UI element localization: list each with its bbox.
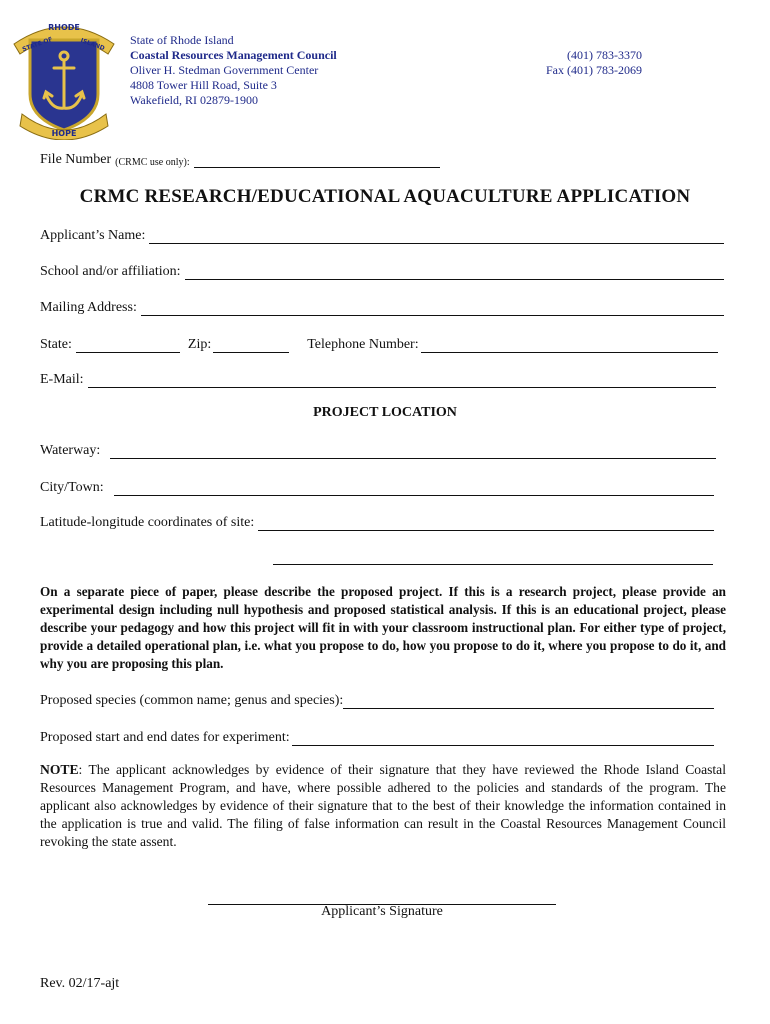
agency-address-block <box>130 33 337 108</box>
note-text: : The applicant acknowledges by evidence of their signature that they have reviewed the Rhode Island Coastal Resources Management Program, and have, where possible adhered to the policies and standards of the program. The applicant also acknowledges by evidence of their signature that to the best of their knowledge the information contained in the application is true and valid. The filing of false information can result in the Coastal Resources Management Council revoking the state assent. <box>40 762 726 849</box>
state-label: State: <box>40 337 72 352</box>
species-row <box>40 689 714 709</box>
school-field[interactable] <box>185 265 725 280</box>
signature-field[interactable] <box>208 890 556 905</box>
mailing-field[interactable] <box>141 301 724 316</box>
city-row <box>40 476 714 496</box>
building-name: Oliver H. Stedman Government Center <box>130 63 319 77</box>
fax-number: Fax (401) 783-2069 <box>546 63 642 77</box>
species-label: Proposed species (common name; genus and species): <box>40 693 344 708</box>
telephone-label: Telephone Number: <box>307 337 419 352</box>
species-field[interactable] <box>343 694 714 709</box>
waterway-row <box>40 439 716 459</box>
state-field[interactable] <box>76 338 180 353</box>
dates-row <box>40 726 714 746</box>
applicant-name-field[interactable] <box>149 229 724 244</box>
state-name: State of Rhode Island <box>130 33 234 47</box>
zip-field[interactable] <box>213 338 289 353</box>
city-zip: Wakefield, RI 02879-1900 <box>130 93 259 107</box>
file-number-label: File Number <box>40 152 112 167</box>
latlong-label: Latitude-longitude coordinates of site: <box>40 515 255 530</box>
contact-block <box>540 48 642 78</box>
applicant-name-label: Applicant’s Name: <box>40 228 146 243</box>
dates-label: Proposed start and end dates for experiment: <box>40 730 290 745</box>
telephone-field[interactable] <box>421 338 718 353</box>
dates-field[interactable] <box>292 731 714 746</box>
latlong-field[interactable] <box>258 516 714 531</box>
state-zip-phone-row <box>40 333 718 353</box>
mailing-row <box>40 296 724 316</box>
email-row <box>40 368 716 388</box>
seal-left-text: STATE OF <box>21 35 54 54</box>
email-label: E-Mail: <box>40 372 84 387</box>
council-name: Coastal Resources Management Council <box>130 48 337 62</box>
page-title: CRMC RESEARCH/EDUCATIONAL AQUACULTURE APPLICATION <box>79 186 691 207</box>
note-paragraph <box>40 761 726 851</box>
latlong-row <box>40 511 714 531</box>
project-location-heading: PROJECT LOCATION <box>313 405 457 420</box>
school-row <box>40 260 724 280</box>
zip-label: Zip: <box>187 337 212 352</box>
street-address: 4808 Tower Hill Road, Suite 3 <box>130 78 277 92</box>
rhode-island-seal <box>8 14 120 140</box>
city-label: City/Town: <box>40 480 104 495</box>
note-label: NOTE <box>40 762 79 777</box>
file-number-note: (CRMC use only): <box>115 157 190 168</box>
file-number-row <box>40 148 440 168</box>
revision-label: Rev. 02/17-ajt <box>40 976 120 991</box>
email-field[interactable] <box>88 373 716 388</box>
seal-bottom-text: HOPE <box>51 129 77 138</box>
seal-top-text: RHODE <box>48 23 80 32</box>
project-instructions: On a separate piece of paper, please describe the proposed project. If this is a research project, please provide an experimental design including null hypothesis and proposed statistical analysis. If this is an educational project, please describe your pedagogy and how this project will fit in with your classroom instructional plan. For either type of project, provide a detailed operational plan, i.e. what you propose to do, how you propose to do it, where you propose to do it, and why you are proposing this plan. <box>40 584 726 671</box>
waterway-field[interactable] <box>110 444 716 459</box>
seal-right-text: ISLAND <box>79 37 106 53</box>
city-field[interactable] <box>114 481 714 496</box>
signature-label: Applicant’s Signature <box>321 904 443 919</box>
file-number-field[interactable] <box>194 153 440 168</box>
phone-number: (401) 783-3370 <box>567 48 642 62</box>
school-label: School and/or affiliation: <box>40 264 181 279</box>
applicant-name-row <box>40 224 724 244</box>
mailing-label: Mailing Address: <box>40 300 137 315</box>
latlong-field-line2[interactable] <box>273 550 713 565</box>
waterway-label: Waterway: <box>40 443 101 458</box>
